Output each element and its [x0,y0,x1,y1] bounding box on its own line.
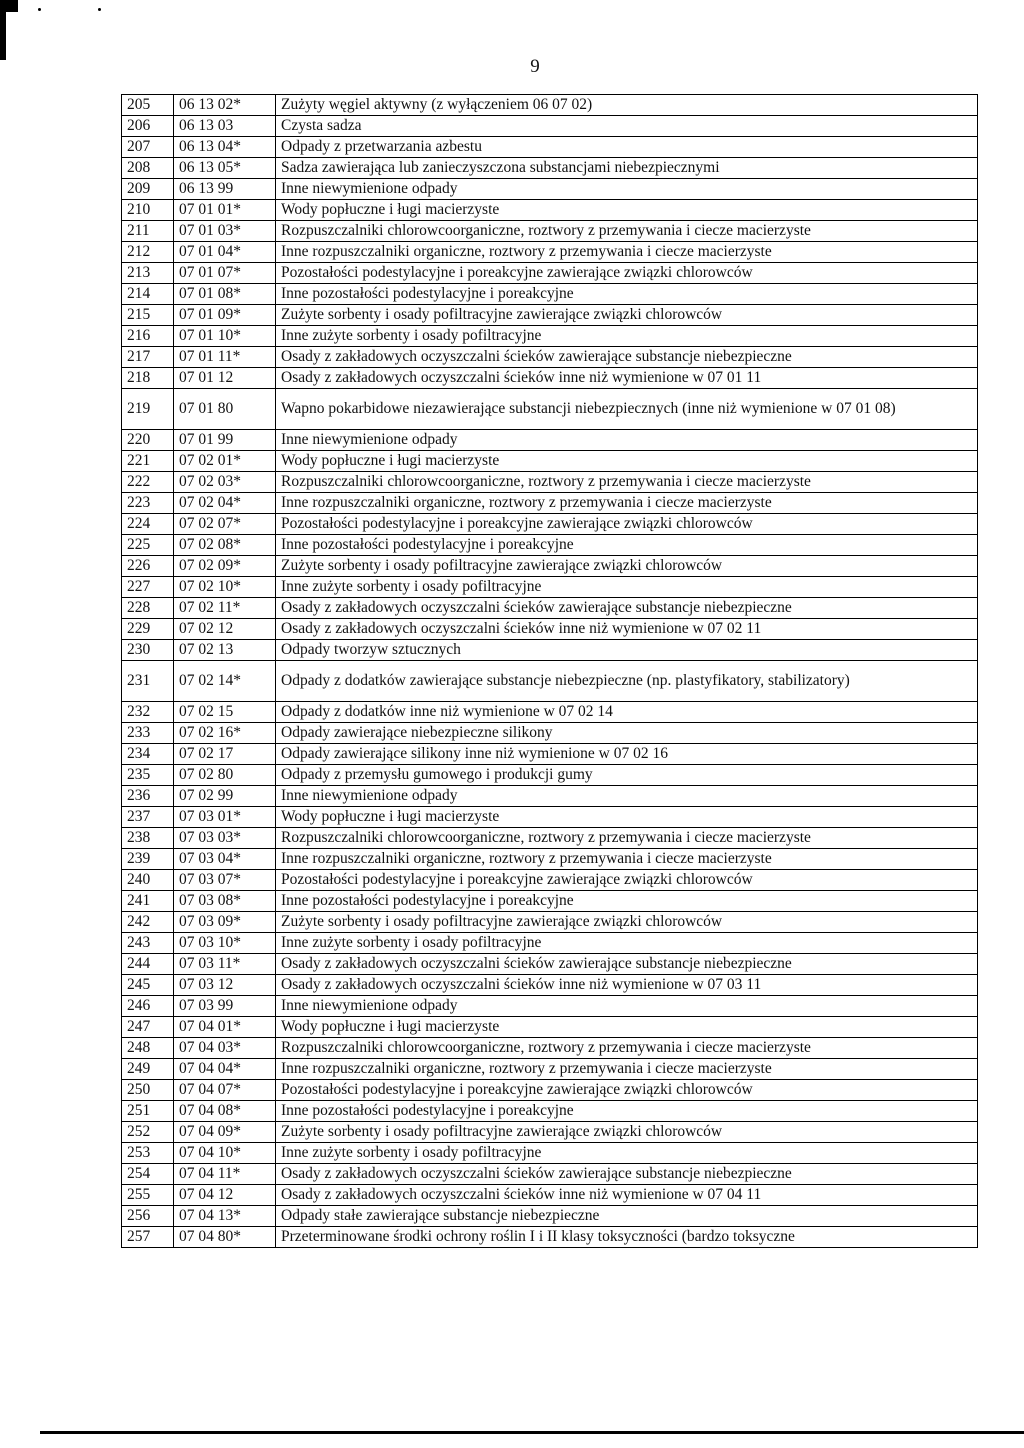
waste-code-cell: 07 02 16* [174,723,276,744]
row-number-cell: 233 [122,723,174,744]
waste-code-cell: 07 02 99 [174,786,276,807]
waste-description-cell: Wody popłuczne i ługi macierzyste [276,1017,978,1038]
waste-description-cell: Inne zużyte sorbenty i osady pofiltracyjne [276,1143,978,1164]
waste-description-cell: Osady z zakładowych oczyszczalni ścieków inne niż wymienione w 07 02 11 [276,619,978,640]
row-number-cell: 213 [122,263,174,284]
row-number-cell: 241 [122,891,174,912]
table-row [122,472,978,493]
waste-code-cell: 07 02 13 [174,640,276,661]
row-number-cell: 257 [122,1227,174,1248]
table-row [122,1101,978,1122]
row-number-cell: 252 [122,1122,174,1143]
row-number-cell: 206 [122,116,174,137]
table-row [122,95,978,116]
waste-description-cell: Czysta sadza [276,116,978,137]
table-row [122,912,978,933]
waste-code-cell: 07 03 07* [174,870,276,891]
scan-edge-mark [6,0,18,12]
row-number-cell: 237 [122,807,174,828]
waste-code-cell: 07 04 80* [174,1227,276,1248]
row-number-cell: 217 [122,347,174,368]
row-number-cell: 214 [122,284,174,305]
table-row [122,661,978,702]
waste-code-cell: 06 13 03 [174,116,276,137]
waste-description-cell: Inne zużyte sorbenty i osady pofiltracyjne [276,933,978,954]
table-row [122,954,978,975]
waste-description-cell: Rozpuszczalniki chlorowcoorganiczne, roztwory z przemywania i ciecze macierzyste [276,828,978,849]
row-number-cell: 234 [122,744,174,765]
waste-description-cell: Odpady tworzyw sztucznych [276,640,978,661]
waste-description-cell: Inne zużyte sorbenty i osady pofiltracyjne [276,326,978,347]
table-row [122,1080,978,1101]
waste-code-cell: 07 04 03* [174,1038,276,1059]
row-number-cell: 256 [122,1206,174,1227]
table-row [122,765,978,786]
row-number-cell: 254 [122,1164,174,1185]
waste-code-cell: 07 04 09* [174,1122,276,1143]
table-row [122,347,978,368]
table-row [122,577,978,598]
row-number-cell: 222 [122,472,174,493]
waste-description-cell: Rozpuszczalniki chlorowcoorganiczne, roztwory z przemywania i ciecze macierzyste [276,472,978,493]
row-number-cell: 240 [122,870,174,891]
waste-description-cell: Odpady zawierające silikony inne niż wymienione w 07 02 16 [276,744,978,765]
waste-code-cell: 07 02 07* [174,514,276,535]
table-row [122,1059,978,1080]
row-number-cell: 243 [122,933,174,954]
waste-code-cell: 07 03 12 [174,975,276,996]
waste-description-cell: Odpady z dodatków inne niż wymienione w 07 02 14 [276,702,978,723]
waste-description-cell: Inne rozpuszczalniki organiczne, roztwory z przemywania i ciecze macierzyste [276,849,978,870]
table-row [122,200,978,221]
table-row [122,1017,978,1038]
waste-description-cell: Osady z zakładowych oczyszczalni ścieków inne niż wymienione w 07 01 11 [276,368,978,389]
row-number-cell: 230 [122,640,174,661]
row-number-cell: 216 [122,326,174,347]
row-number-cell: 211 [122,221,174,242]
row-number-cell: 249 [122,1059,174,1080]
waste-description-cell: Zużyty węgiel aktywny (z wyłączeniem 06 07 02) [276,95,978,116]
waste-description-cell: Wody popłuczne i ługi macierzyste [276,200,978,221]
table-row [122,116,978,137]
table-row [122,263,978,284]
row-number-cell: 229 [122,619,174,640]
row-number-cell: 205 [122,95,174,116]
waste-code-cell: 07 01 99 [174,430,276,451]
waste-description-cell: Pozostałości podestylacyjne i poreakcyjne zawierające związki chlorowców [276,1080,978,1101]
table-row [122,389,978,430]
bottom-scan-rule [40,1431,1024,1434]
table-row [122,179,978,200]
waste-code-cell: 07 04 11* [174,1164,276,1185]
table-row [122,891,978,912]
table-row [122,870,978,891]
row-number-cell: 215 [122,305,174,326]
waste-code-cell: 07 03 10* [174,933,276,954]
table-row [122,368,978,389]
table-row [122,535,978,556]
waste-description-cell: Wody popłuczne i ługi macierzyste [276,807,978,828]
waste-code-cell: 06 13 05* [174,158,276,179]
waste-description-cell: Zużyte sorbenty i osady pofiltracyjne zawierające związki chlorowców [276,912,978,933]
row-number-cell: 255 [122,1185,174,1206]
waste-code-cell: 07 01 07* [174,263,276,284]
row-number-cell: 250 [122,1080,174,1101]
waste-code-cell: 07 01 03* [174,221,276,242]
waste-description-cell: Wapno pokarbidowe niezawierające substancji niebezpiecznych (inne niż wymienione w 07 01 08) [276,389,978,430]
table-row [122,744,978,765]
table-row [122,1122,978,1143]
waste-code-cell: 07 02 03* [174,472,276,493]
waste-catalog-table [121,94,978,1248]
waste-description-cell: Inne zużyte sorbenty i osady pofiltracyjne [276,577,978,598]
table-row [122,975,978,996]
waste-description-cell: Inne pozostałości podestylacyjne i poreakcyjne [276,284,978,305]
row-number-cell: 227 [122,577,174,598]
row-number-cell: 236 [122,786,174,807]
scan-speck [38,8,41,11]
table-row [122,786,978,807]
table-row [122,1206,978,1227]
row-number-cell: 225 [122,535,174,556]
table-row [122,828,978,849]
waste-description-cell: Inne niewymienione odpady [276,179,978,200]
table-row [122,1185,978,1206]
waste-description-cell: Osady z zakładowych oczyszczalni ścieków zawierające substancje niebezpieczne [276,347,978,368]
waste-code-cell: 07 02 14* [174,661,276,702]
waste-description-cell: Odpady z dodatków zawierające substancje niebezpieczne (np. plastyfikatory, stabilizatory) [276,661,978,702]
row-number-cell: 246 [122,996,174,1017]
waste-description-cell: Pozostałości podestylacyjne i poreakcyjne zawierające związki chlorowców [276,870,978,891]
table-row [122,305,978,326]
row-number-cell: 226 [122,556,174,577]
row-number-cell: 208 [122,158,174,179]
waste-code-cell: 06 13 04* [174,137,276,158]
waste-description-cell: Rozpuszczalniki chlorowcoorganiczne, roztwory z przemywania i ciecze macierzyste [276,1038,978,1059]
row-number-cell: 219 [122,389,174,430]
waste-code-cell: 07 01 11* [174,347,276,368]
waste-code-cell: 07 01 10* [174,326,276,347]
row-number-cell: 244 [122,954,174,975]
waste-code-cell: 06 13 99 [174,179,276,200]
table-row [122,723,978,744]
table-row [122,1038,978,1059]
waste-code-cell: 07 02 17 [174,744,276,765]
table-row [122,640,978,661]
waste-code-cell: 07 04 13* [174,1206,276,1227]
table-row [122,451,978,472]
waste-code-cell: 07 03 03* [174,828,276,849]
waste-description-cell: Inne rozpuszczalniki organiczne, roztwory z przemywania i ciecze macierzyste [276,493,978,514]
waste-code-cell: 07 03 09* [174,912,276,933]
waste-description-cell: Osady z zakładowych oczyszczalni ścieków inne niż wymienione w 07 03 11 [276,975,978,996]
table-row [122,284,978,305]
waste-code-cell: 07 04 04* [174,1059,276,1080]
row-number-cell: 221 [122,451,174,472]
row-number-cell: 210 [122,200,174,221]
waste-code-cell: 07 02 12 [174,619,276,640]
table-row [122,221,978,242]
table-row [122,242,978,263]
waste-description-cell: Inne pozostałości podestylacyjne i poreakcyjne [276,535,978,556]
waste-description-cell: Odpady zawierające niebezpieczne silikony [276,723,978,744]
waste-code-cell: 07 02 01* [174,451,276,472]
row-number-cell: 228 [122,598,174,619]
row-number-cell: 247 [122,1017,174,1038]
row-number-cell: 251 [122,1101,174,1122]
waste-code-cell: 07 02 15 [174,702,276,723]
row-number-cell: 231 [122,661,174,702]
table-row [122,996,978,1017]
table-row [122,619,978,640]
table-row [122,556,978,577]
row-number-cell: 209 [122,179,174,200]
table-row [122,1164,978,1185]
page-number: 9 [530,56,540,77]
waste-description-cell: Wody popłuczne i ługi macierzyste [276,451,978,472]
waste-code-cell: 07 02 80 [174,765,276,786]
row-number-cell: 223 [122,493,174,514]
waste-code-cell: 07 01 01* [174,200,276,221]
waste-description-cell: Zużyte sorbenty i osady pofiltracyjne zawierające związki chlorowców [276,305,978,326]
row-number-cell: 235 [122,765,174,786]
waste-code-cell: 07 04 10* [174,1143,276,1164]
waste-description-cell: Osady z zakładowych oczyszczalni ścieków zawierające substancje niebezpieczne [276,1164,978,1185]
table-row [122,849,978,870]
waste-code-cell: 07 04 07* [174,1080,276,1101]
table-row [122,430,978,451]
row-number-cell: 224 [122,514,174,535]
table-row [122,1227,978,1248]
waste-description-cell: Odpady stałe zawierające substancje niebezpieczne [276,1206,978,1227]
waste-code-cell: 07 01 04* [174,242,276,263]
waste-description-cell: Inne pozostałości podestylacyjne i poreakcyjne [276,891,978,912]
table-row [122,1143,978,1164]
waste-code-cell: 07 01 09* [174,305,276,326]
waste-description-cell: Zużyte sorbenty i osady pofiltracyjne zawierające związki chlorowców [276,1122,978,1143]
waste-code-cell: 07 02 08* [174,535,276,556]
waste-description-cell: Osady z zakładowych oczyszczalni ścieków zawierające substancje niebezpieczne [276,598,978,619]
waste-code-cell: 07 03 04* [174,849,276,870]
table-row [122,933,978,954]
row-number-cell: 245 [122,975,174,996]
waste-code-cell: 07 01 12 [174,368,276,389]
waste-description-cell: Inne niewymienione odpady [276,996,978,1017]
table-row [122,598,978,619]
waste-description-cell: Zużyte sorbenty i osady pofiltracyjne zawierające związki chlorowców [276,556,978,577]
waste-description-cell: Inne niewymienione odpady [276,786,978,807]
waste-description-cell: Pozostałości podestylacyjne i poreakcyjne zawierające związki chlorowców [276,514,978,535]
waste-table-body [122,95,978,1248]
waste-code-cell: 07 01 08* [174,284,276,305]
waste-code-cell: 07 04 12 [174,1185,276,1206]
waste-code-cell: 07 03 99 [174,996,276,1017]
table-row [122,514,978,535]
row-number-cell: 238 [122,828,174,849]
waste-code-cell: 07 02 04* [174,493,276,514]
waste-description-cell: Sadza zawierająca lub zanieczyszczona substancjami niebezpiecznymi [276,158,978,179]
waste-description-cell: Odpady z przetwarzania azbestu [276,137,978,158]
waste-code-cell: 07 04 01* [174,1017,276,1038]
waste-code-cell: 07 04 08* [174,1101,276,1122]
row-number-cell: 220 [122,430,174,451]
row-number-cell: 248 [122,1038,174,1059]
scan-speck [98,8,101,11]
row-number-cell: 218 [122,368,174,389]
waste-description-cell: Odpady z przemysłu gumowego i produkcji gumy [276,765,978,786]
row-number-cell: 253 [122,1143,174,1164]
row-number-cell: 207 [122,137,174,158]
waste-code-cell: 06 13 02* [174,95,276,116]
table-row [122,158,978,179]
waste-code-cell: 07 02 09* [174,556,276,577]
waste-description-cell: Pozostałości podestylacyjne i poreakcyjne zawierające związki chlorowców [276,263,978,284]
waste-code-cell: 07 02 10* [174,577,276,598]
waste-description-cell: Osady z zakładowych oczyszczalni ścieków zawierające substancje niebezpieczne [276,954,978,975]
table-row [122,326,978,347]
row-number-cell: 242 [122,912,174,933]
table-row [122,493,978,514]
waste-code-cell: 07 01 80 [174,389,276,430]
waste-description-cell: Rozpuszczalniki chlorowcoorganiczne, roztwory z przemywania i ciecze macierzyste [276,221,978,242]
waste-description-cell: Przeterminowane środki ochrony roślin I i II klasy toksyczności (bardzo toksyczne [276,1227,978,1248]
waste-code-cell: 07 03 08* [174,891,276,912]
row-number-cell: 232 [122,702,174,723]
waste-description-cell: Osady z zakładowych oczyszczalni ścieków inne niż wymienione w 07 04 11 [276,1185,978,1206]
row-number-cell: 239 [122,849,174,870]
table-row [122,137,978,158]
waste-description-cell: Inne pozostałości podestylacyjne i poreakcyjne [276,1101,978,1122]
waste-code-cell: 07 03 01* [174,807,276,828]
table-row [122,807,978,828]
table-row [122,702,978,723]
waste-description-cell: Inne rozpuszczalniki organiczne, roztwory z przemywania i ciecze macierzyste [276,1059,978,1080]
waste-description-cell: Inne rozpuszczalniki organiczne, roztwory z przemywania i ciecze macierzyste [276,242,978,263]
row-number-cell: 212 [122,242,174,263]
waste-code-cell: 07 02 11* [174,598,276,619]
waste-description-cell: Inne niewymienione odpady [276,430,978,451]
waste-code-cell: 07 03 11* [174,954,276,975]
